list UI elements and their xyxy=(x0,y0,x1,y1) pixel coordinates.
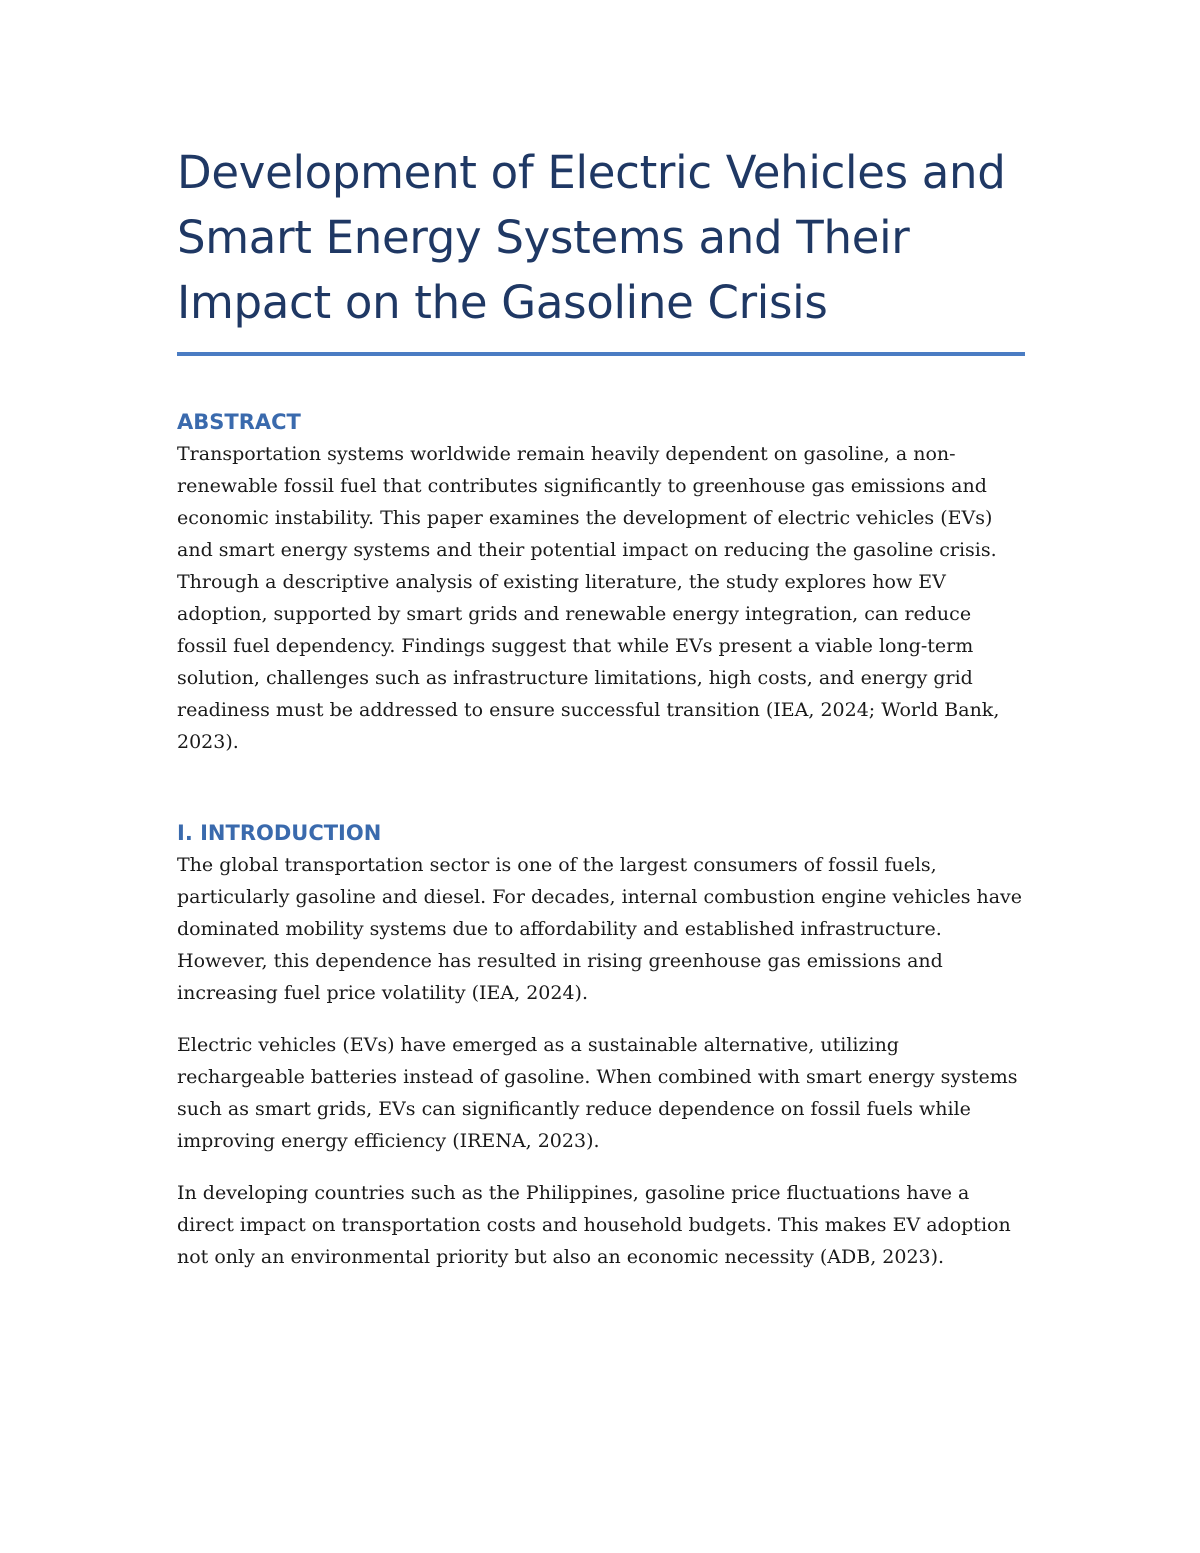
abstract-heading: ABSTRACT xyxy=(177,410,301,434)
title-underline-rule xyxy=(177,352,1025,356)
introduction-paragraph-2: Electric vehicles (EVs) have emerged as a sustainable alternative, utilizing rechargeable batteries instead of gasoline. When combined with smart energy systems such as smart grids, EVs can significantly reduce dependence on fossil fuels while improving energy efficiency (IRENA, 2023). xyxy=(177,1034,1018,1152)
introduction-paragraph-1: The global transportation sector is one of the largest consumers of fossil fuels, particularly gasoline and diesel. For decades, internal combustion engine vehicles have dominated mobility systems due to affordability and established infrastructure. However, this dependence has resulted in rising greenhouse gas emissions and increasing fuel price volatility (IEA, 2024). xyxy=(177,854,1023,1004)
document-content xyxy=(177,140,1025,1273)
abstract-paragraph: Transportation systems worldwide remain heavily dependent on gasoline, a non-renewable fossil fuel that contributes significantly to greenhouse gas emissions and economic instability. This paper examines the development of electric vehicles (EVs) and smart energy systems and their potential impact on reducing the gasoline crisis. Through a descriptive analysis of existing literature, the study explores how EV adoption, supported by smart grids and renewable energy integration, can reduce fossil fuel dependency. Findings suggest that while EVs present a viable long-term solution, challenges such as infrastructure limitations, high costs, and energy grid readiness must be addressed to ensure successful transition (IEA, 2024; World Bank, 2023). xyxy=(177,443,1000,753)
document-title: Development of Electric Vehicles and Smart Energy Systems and Their Impact on the Gasoline Crisis xyxy=(177,146,1006,329)
introduction-paragraph-3: In developing countries such as the Philippines, gasoline price fluctuations have a direct impact on transportation costs and household budgets. This makes EV adoption not only an environmental priority but also an economic necessity (ADB, 2023). xyxy=(177,1182,1011,1268)
introduction-heading: I. INTRODUCTION xyxy=(177,821,382,845)
